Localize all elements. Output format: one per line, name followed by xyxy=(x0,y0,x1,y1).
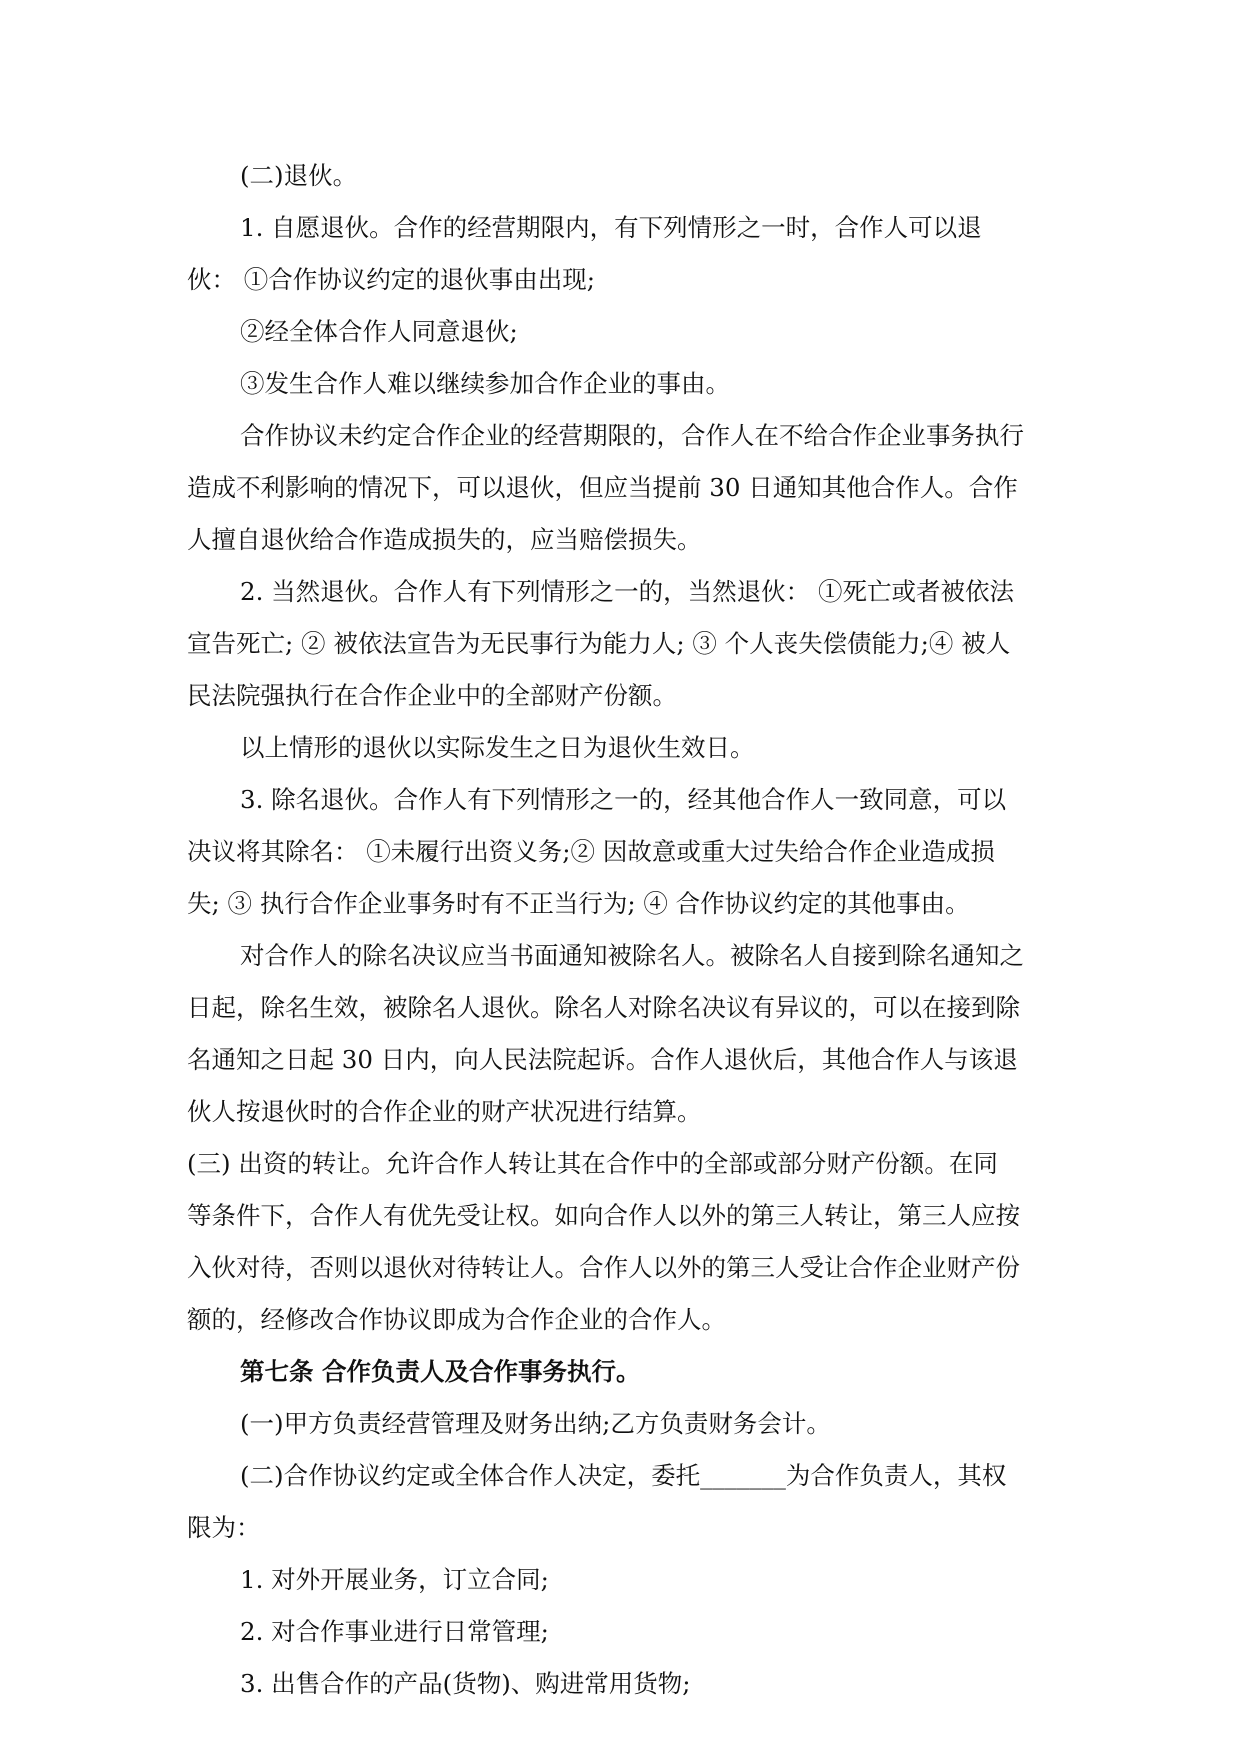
list-item: 3. 出售合作的产品(货物)、购进常用货物; xyxy=(240,1669,691,1698)
document-body xyxy=(187,150,1057,1710)
list-item: 1. 对外开展业务，订立合同; xyxy=(240,1565,549,1594)
paragraph-line: 宣告死亡; ② 被依法宣告为无民事行为能力人; ③ 个人丧失偿债能力;④ 被人 xyxy=(187,629,1011,658)
paragraph-line: 2. 当然退伙。合作人有下列情形之一的，当然退伙： ①死亡或者被依法 xyxy=(240,577,1014,606)
paragraph-line: 限为： xyxy=(187,1513,261,1542)
paragraph-line: ③发生合作人难以继续参加合作企业的事由。 xyxy=(240,369,730,398)
article-heading: 第七条 合作负责人及合作事务执行。 xyxy=(240,1357,641,1386)
paragraph-line: 合作协议未约定合作企业的经营期限的，合作人在不给合作企业事务执行 xyxy=(240,421,1024,450)
paragraph-line: 以上情形的退伙以实际发生之日为退伙生效日。 xyxy=(240,733,755,762)
paragraph-line: ②经全体合作人同意退伙; xyxy=(240,317,518,346)
paragraph-line: 伙人按退伙时的合作企业的财产状况进行结算。 xyxy=(187,1097,702,1126)
paragraph-line: (三) 出资的转让。允许合作人转让其在合作中的全部或部分财产份额。在同 xyxy=(187,1149,998,1178)
paragraph-line: 日起，除名生效，被除名人退伙。除名人对除名决议有异议的，可以在接到除 xyxy=(187,993,1020,1022)
paragraph-line: (二)合作协议约定或全体合作人决定，委托_______为合作负责人，其权 xyxy=(240,1461,1007,1490)
list-item: 2. 对合作事业进行日常管理; xyxy=(240,1617,549,1646)
paragraph-line: 决议将其除名： ①未履行出资义务;② 因故意或重大过失给合作企业造成损 xyxy=(187,837,995,866)
section-heading-withdrawal: (二)退伙。 xyxy=(240,161,358,190)
paragraph-line: 名通知之日起 30 日内，向人民法院起诉。合作人退伙后，其他合作人与该退 xyxy=(187,1045,1018,1074)
paragraph-line: 造成不利影响的情况下，可以退伙，但应当提前 30 日通知其他合作人。合作 xyxy=(187,473,1018,502)
paragraph-line: 额的，经修改合作协议即成为合作企业的合作人。 xyxy=(187,1305,726,1334)
paragraph-line: 失; ③ 执行合作企业事务时有不正当行为; ④ 合作协议约定的其他事由。 xyxy=(187,889,970,918)
paragraph-line: 等条件下，合作人有优先受让权。如向合作人以外的第三人转让，第三人应按 xyxy=(187,1201,1020,1230)
paragraph-line: 3. 除名退伙。合作人有下列情形之一的，经其他合作人一致同意，可以 xyxy=(240,785,1007,814)
paragraph-line: (一)甲方负责经营管理及财务出纳;乙方负责财务会计。 xyxy=(240,1409,831,1438)
paragraph-line: 入伙对待，否则以退伙对待转让人。合作人以外的第三人受让合作企业财产份 xyxy=(187,1253,1020,1282)
paragraph-line: 民法院强执行在合作企业中的全部财产份额。 xyxy=(187,681,677,710)
paragraph-line: 对合作人的除名决议应当书面通知被除名人。被除名人自接到除名通知之 xyxy=(240,941,1024,970)
paragraph-line: 人擅自退伙给合作造成损失的，应当赔偿损失。 xyxy=(187,525,702,554)
paragraph-line: 伙： ①合作协议约定的退伙事由出现; xyxy=(187,265,596,294)
paragraph-line: 1. 自愿退伙。合作的经营期限内，有下列情形之一时，合作人可以退 xyxy=(240,213,982,242)
